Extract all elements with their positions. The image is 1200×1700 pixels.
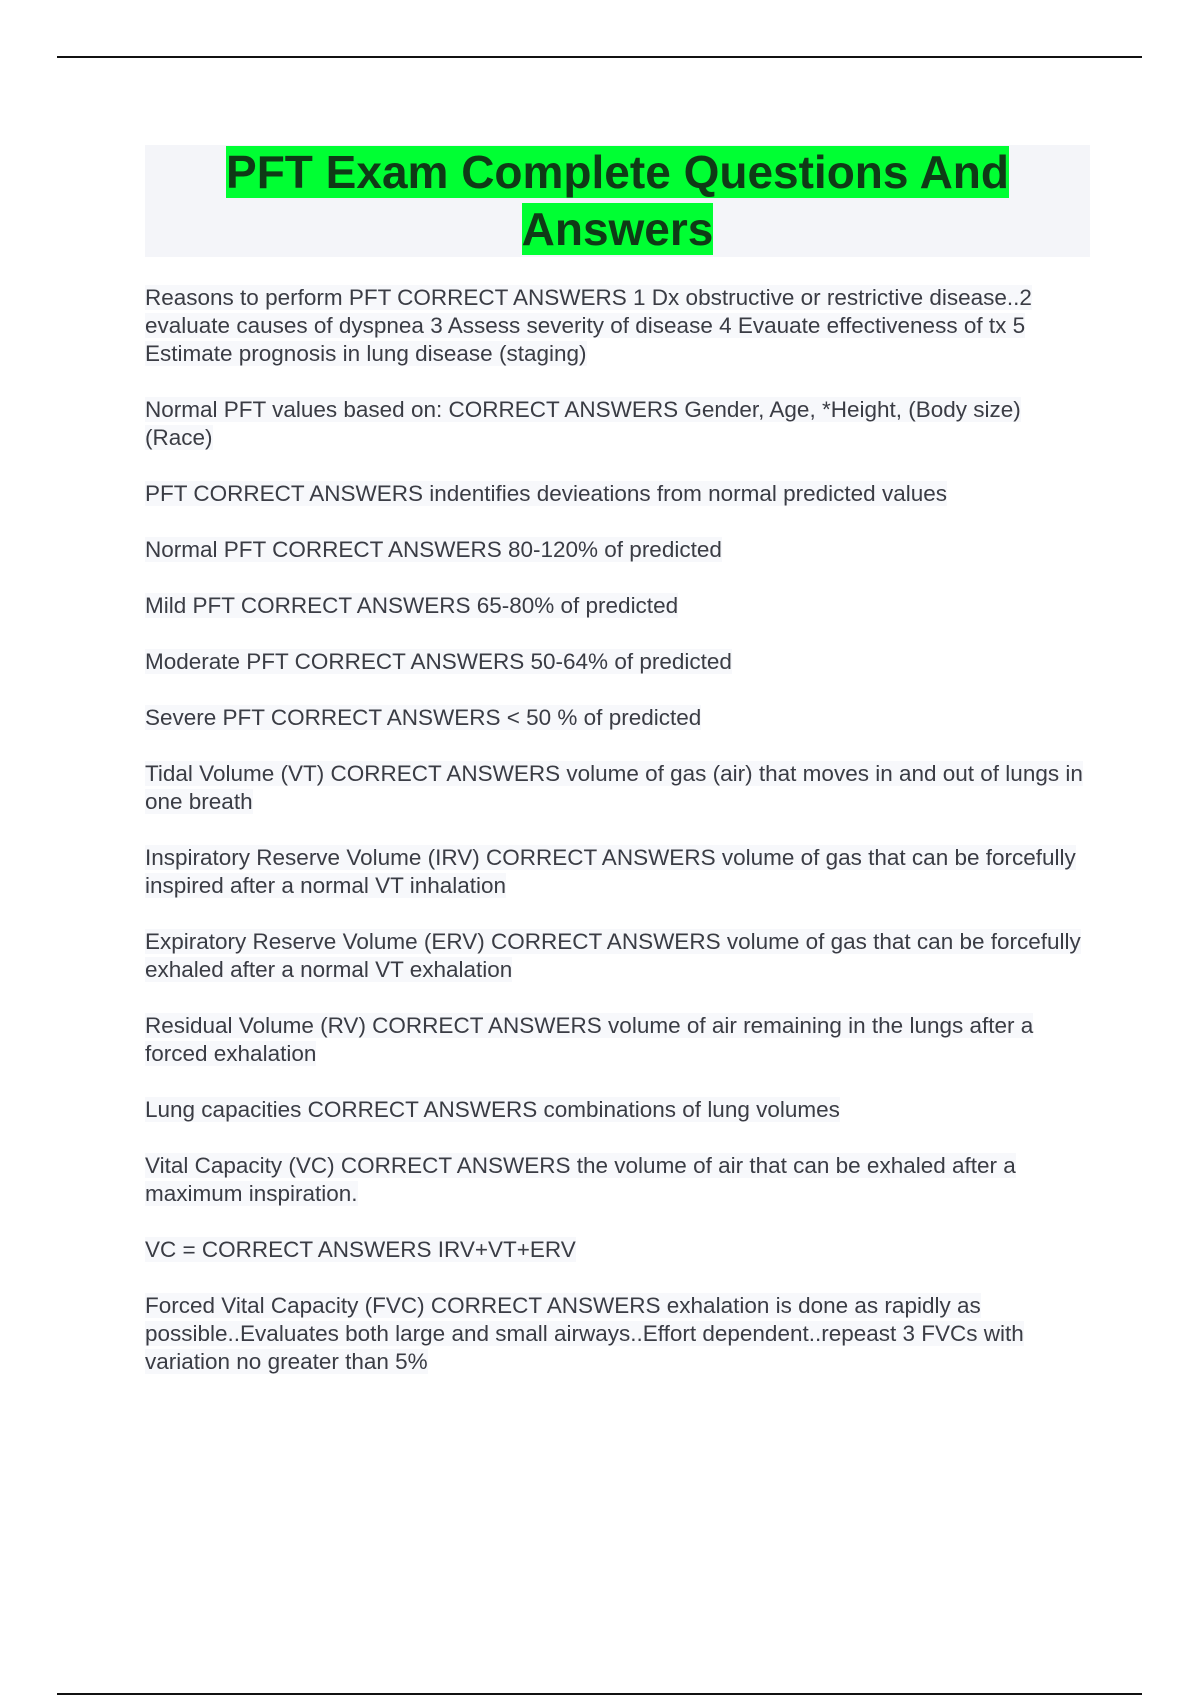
qa-text: Lung capacities CORRECT ANSWERS combinations of lung volumes — [145, 1097, 840, 1122]
title-container — [190, 144, 1045, 258]
qa-text: Inspiratory Reserve Volume (IRV) CORRECT ANSWERS volume of gas that can be forcefully inspired after a normal VT inhalation — [145, 845, 1076, 898]
qa-entry — [145, 1096, 1090, 1124]
qa-text: Normal PFT values based on: CORRECT ANSWERS Gender, Age, *Height, (Body size) (Race) — [145, 397, 1021, 450]
qa-entry — [145, 1236, 1090, 1264]
qa-text: Tidal Volume (VT) CORRECT ANSWERS volume of gas (air) that moves in and out of lungs in one breath — [145, 761, 1083, 814]
qa-entry — [145, 480, 1090, 508]
qa-list — [145, 284, 1090, 1404]
qa-entry — [145, 536, 1090, 564]
qa-text: Residual Volume (RV) CORRECT ANSWERS volume of air remaining in the lungs after a forced exhalation — [145, 1013, 1034, 1066]
qa-entry — [145, 760, 1090, 816]
qa-entry — [145, 1152, 1090, 1208]
qa-entry — [145, 648, 1090, 676]
qa-entry — [145, 1292, 1090, 1376]
top-rule — [57, 56, 1142, 58]
qa-entry — [145, 284, 1090, 368]
qa-text: Normal PFT CORRECT ANSWERS 80-120% of predicted — [145, 537, 722, 562]
bottom-rule — [57, 1693, 1142, 1695]
qa-text: Vital Capacity (VC) CORRECT ANSWERS the volume of air that can be exhaled after a maximum inspiration. — [145, 1153, 1016, 1206]
qa-text: VC = CORRECT ANSWERS IRV+VT+ERV — [145, 1237, 576, 1262]
qa-entry — [145, 592, 1090, 620]
qa-entry — [145, 844, 1090, 900]
qa-text: Severe PFT CORRECT ANSWERS < 50 % of predicted — [145, 705, 702, 730]
qa-text: Mild PFT CORRECT ANSWERS 65-80% of predicted — [145, 593, 679, 618]
qa-text: Reasons to perform PFT CORRECT ANSWERS 1 Dx obstructive or restrictive disease..2 evaluate causes of dyspnea 3 Assess severity of disease 4 Evauate effectiveness of tx 5 Estimate prognosis in lung disease (staging) — [145, 285, 1032, 366]
qa-text: Expiratory Reserve Volume (ERV) CORRECT ANSWERS volume of gas that can be forcefully exhaled after a normal VT exhalation — [145, 929, 1081, 982]
page-title: PFT Exam Complete Questions And Answers — [226, 146, 1009, 255]
qa-text: PFT CORRECT ANSWERS indentifies devieations from normal predicted values — [145, 481, 947, 506]
qa-entry — [145, 396, 1090, 452]
qa-entry — [145, 1012, 1090, 1068]
qa-text: Forced Vital Capacity (FVC) CORRECT ANSWERS exhalation is done as rapidly as possible..Evaluates both large and small airways..Effort dependent..repeast 3 FVCs with variation no greater than 5% — [145, 1293, 1024, 1374]
qa-text: Moderate PFT CORRECT ANSWERS 50-64% of predicted — [145, 649, 732, 674]
qa-entry — [145, 704, 1090, 732]
qa-entry — [145, 928, 1090, 984]
